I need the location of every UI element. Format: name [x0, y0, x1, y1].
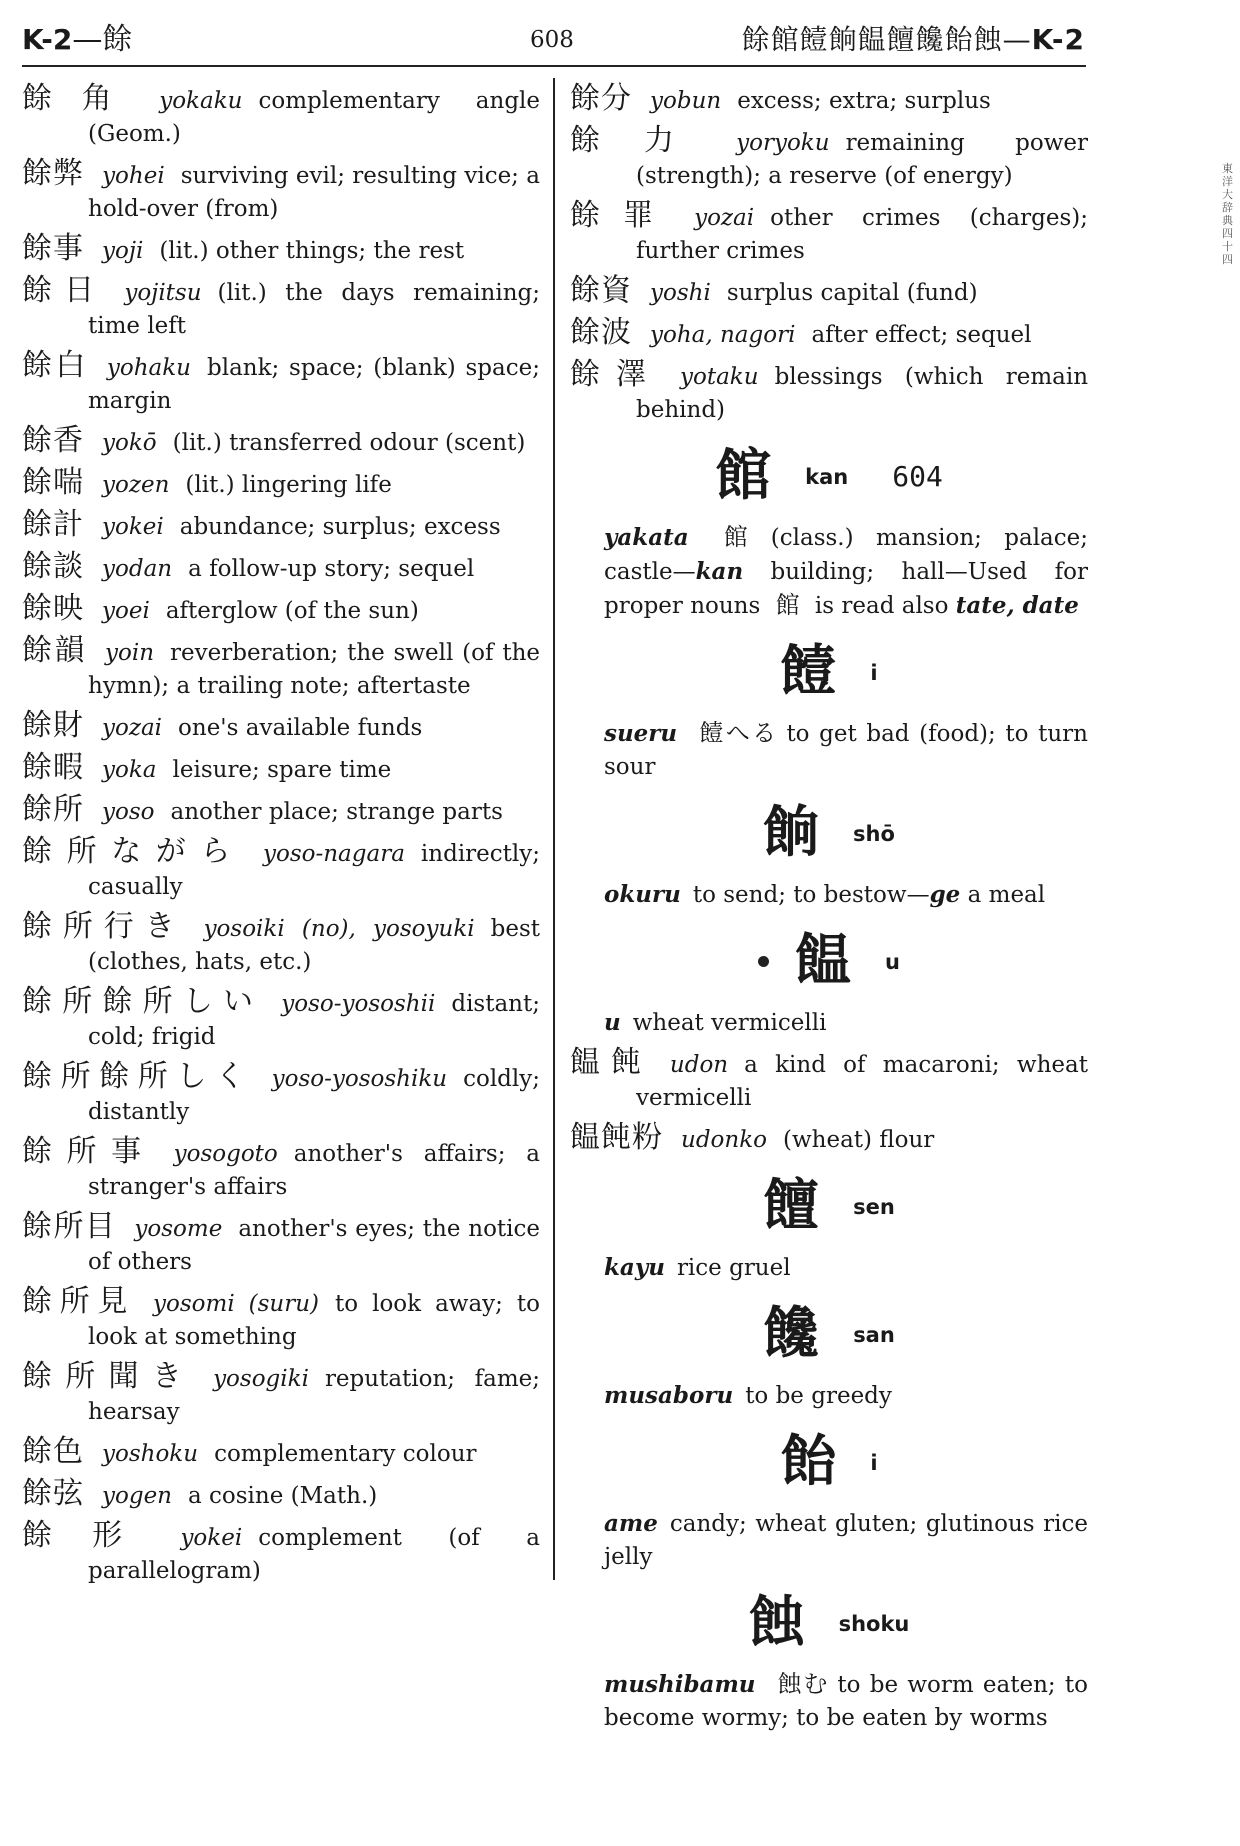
entry-romaji: udon — [669, 1052, 729, 1078]
entry-definition: (lit.) the days remaining; time left — [88, 280, 541, 339]
heading-kanji: 館 — [715, 443, 772, 509]
entry — [570, 1121, 1088, 1157]
entry-romaji: yojitsu — [124, 280, 202, 306]
entry-kanji: 餘所聞き — [22, 1359, 196, 1394]
entry-definition: (lit.) transferred odour (scent) — [172, 430, 526, 456]
entry-kanji: 餘談 — [22, 549, 84, 584]
section-code-right: K-2 — [1031, 23, 1085, 56]
header-right — [620, 22, 1085, 58]
entry-romaji: yosomi (suru) — [153, 1291, 320, 1317]
entry-definition: surviving evil; resulting vice; a hold-over (from) — [88, 163, 540, 222]
definition-text: to be worm eaten; to become wormy; to be eaten by worms — [604, 1672, 1089, 1731]
entry-definition: surplus capital (fund) — [726, 280, 978, 306]
page-number: 608 — [530, 27, 574, 53]
entry-romaji: yoso-yososhiku — [271, 1066, 448, 1092]
header-right-kanji: 餘館饐餉饂饘饞飴蝕 — [741, 23, 1003, 56]
entry-definition: complement (of a parallelogram) — [88, 1525, 540, 1584]
entry-definition: excess; extra; surplus — [737, 88, 991, 114]
entry — [570, 358, 1088, 427]
column-divider — [553, 78, 555, 1580]
entry — [22, 985, 540, 1054]
definition-text: building; hall—Used for proper nouns — [604, 559, 1088, 619]
header-left — [22, 22, 132, 58]
reading-word: okuru — [604, 881, 681, 908]
entry-kanji: 餘香 — [22, 423, 84, 458]
entry-kanji: 餘所餘所しく — [22, 1059, 254, 1094]
kanji-definition-san — [604, 1379, 1088, 1413]
entry-kanji: 餘所ながら — [22, 834, 245, 869]
entry-definition: another place; strange parts — [170, 799, 503, 825]
entry-romaji: yobun — [650, 88, 722, 114]
entry-romaji: yoshi — [650, 280, 711, 306]
entry-romaji: yoei — [102, 598, 150, 624]
reading-word: sueru — [604, 720, 678, 747]
entry — [22, 835, 540, 904]
kanji-definition-i — [604, 717, 1088, 784]
entry-romaji: yohaku — [106, 355, 191, 381]
entry-definition: (wheat) flour — [782, 1127, 935, 1153]
entry-romaji: yokei — [180, 1525, 243, 1551]
header-right-separator: — — [1002, 23, 1032, 56]
entry-romaji: yoso-nagara — [262, 841, 405, 867]
entry-definition: reverberation; the swell (of the hymn); a trailing note; aftertaste — [88, 640, 540, 699]
heading-reading: shō — [853, 821, 895, 846]
entry-romaji: yoji — [102, 238, 144, 264]
kanji-heading-shoku — [570, 1580, 1088, 1666]
heading-reading: i — [870, 1450, 878, 1475]
definition-text: wheat vermicelli — [632, 1010, 827, 1036]
entry-romaji: yotaku — [680, 364, 759, 390]
entry-kanji: 餘喘 — [22, 465, 84, 500]
kanji-definition-kan — [604, 521, 1088, 623]
entry — [22, 709, 540, 745]
entry-definition: distant; cold; frigid — [88, 991, 540, 1050]
reading-word: yakata — [604, 524, 689, 551]
entry — [22, 910, 540, 979]
entry — [570, 124, 1088, 193]
entry-romaji: yodan — [102, 556, 173, 582]
reading-word: tate, date — [955, 592, 1079, 619]
entry — [22, 1060, 540, 1129]
entry-kanji: 饂飩粉 — [570, 1120, 663, 1155]
definition-text: (class.) mansion; palace; castle— — [604, 525, 1088, 585]
entry-romaji: udonko — [681, 1127, 767, 1153]
entry-kanji: 餘弦 — [22, 1476, 84, 1511]
right-column — [570, 82, 1088, 1741]
entry-definition: a cosine (Math.) — [188, 1483, 378, 1509]
entry — [22, 1135, 540, 1204]
entry-kanji: 餘所見 — [22, 1284, 136, 1319]
inline-kanji: 蝕む — [775, 1670, 830, 1698]
entry-kanji: 餘力 — [570, 123, 719, 158]
kanji-definition-i2 — [604, 1507, 1088, 1574]
entry — [570, 1046, 1088, 1115]
left-column — [22, 82, 540, 1594]
entry-definition: a kind of macaroni; wheat vermicelli — [636, 1052, 1088, 1111]
reading-word: mushibamu — [604, 1671, 756, 1698]
entry-kanji: 餘形 — [22, 1518, 163, 1553]
heading-reading: u — [885, 949, 900, 974]
entry-romaji: yosogoto — [173, 1141, 278, 1167]
entry-kanji: 餘所餘所しい — [22, 984, 264, 1019]
reading-word: kayu — [604, 1254, 665, 1281]
entry-kanji: 餘事 — [22, 231, 84, 266]
reading-word: kan — [695, 558, 744, 585]
entry-definition: indirectly; casually — [88, 841, 540, 900]
entry-definition: reputation; fame; hearsay — [88, 1366, 541, 1425]
entry-romaji: yoha, nagori — [650, 322, 796, 348]
entry-kanji: 餘白 — [22, 348, 89, 383]
entry-definition: after effect; sequel — [811, 322, 1032, 348]
entry-definition: abundance; surplus; excess — [179, 514, 501, 540]
reading-word: ge — [929, 881, 961, 908]
definition-text: to send; to bestow— — [692, 882, 930, 908]
entry-definition: another's eyes; the notice of others — [88, 1216, 541, 1275]
entry-definition: coldly; distantly — [88, 1066, 540, 1125]
entry-kanji: 饂飩 — [570, 1045, 652, 1080]
entry-kanji: 餘色 — [22, 1434, 84, 1469]
heading-reading: i — [870, 660, 878, 685]
entry-romaji: yosome — [134, 1216, 223, 1242]
entry-kanji: 餘計 — [22, 507, 84, 542]
entry-definition: (lit.) lingering life — [185, 472, 392, 498]
entry — [570, 199, 1088, 268]
entry-romaji: yosoiki (no), yosoyuki — [203, 916, 475, 942]
entry-romaji: yokō — [102, 430, 157, 456]
entry — [22, 634, 540, 703]
heading-kanji: 饘 — [763, 1173, 820, 1239]
entry — [570, 316, 1088, 352]
handwritten-note: 604 — [892, 459, 943, 493]
heading-reading: san — [853, 1322, 895, 1347]
entry — [22, 1360, 540, 1429]
entry-romaji: yoka — [102, 757, 157, 783]
entry — [22, 82, 540, 151]
entry-romaji: yozai — [694, 205, 755, 231]
entry — [22, 274, 540, 343]
entry-romaji: yokei — [102, 514, 164, 540]
entry — [22, 1519, 540, 1588]
heading-kanji: 饂 — [795, 928, 852, 994]
kanji-definition-sho — [604, 878, 1088, 912]
entry-definition: blank; space; (blank) space; margin — [88, 355, 540, 414]
entry-kanji: 餘弊 — [22, 156, 85, 191]
entry — [22, 1210, 540, 1279]
definition-text: to get bad (food); to turn sour — [604, 721, 1088, 780]
section-code-left: K-2 — [22, 23, 73, 56]
entry — [570, 274, 1088, 310]
heading-reading: kan — [805, 464, 849, 489]
entry — [22, 751, 540, 787]
heading-kanji: 飴 — [780, 1429, 837, 1495]
reading-word: musaboru — [604, 1382, 734, 1409]
kanji-definition-shoku — [604, 1668, 1088, 1735]
entry — [22, 232, 540, 268]
entry-romaji: yoso — [102, 799, 155, 825]
header-left-separator: — — [72, 22, 103, 57]
entry-definition: afterglow (of the sun) — [165, 598, 419, 624]
heading-kanji: 蝕 — [748, 1590, 805, 1656]
definition-text: to be greedy — [745, 1383, 892, 1409]
heading-kanji: 餉 — [763, 800, 820, 866]
kanji-definition-sen — [604, 1251, 1088, 1285]
entry-kanji: 餘所行き — [22, 909, 186, 944]
entry-definition: blessings (which remain behind) — [636, 364, 1089, 423]
inline-kanji: 館 — [708, 523, 763, 551]
entry — [22, 1477, 540, 1513]
entry-definition: to look away; to look at something — [88, 1291, 540, 1350]
kanji-heading-san — [570, 1291, 1088, 1377]
heading-reading: sen — [853, 1194, 895, 1219]
entry-definition: other crimes (charges); further crimes — [636, 205, 1089, 264]
entry-kanji: 餘暇 — [22, 750, 84, 785]
kanji-heading-sen — [570, 1163, 1088, 1249]
entry-romaji: yokaku — [159, 88, 243, 114]
entry-kanji: 餘映 — [22, 591, 84, 626]
bullet-dot — [758, 956, 769, 967]
definition-text: candy; wheat gluten; glutinous rice jelly — [604, 1511, 1088, 1570]
kanji-heading-sho — [570, 790, 1088, 876]
entry-kanji: 餘罪 — [570, 198, 677, 233]
kanji-definition-u — [604, 1006, 1088, 1040]
entry-definition: best (clothes, hats, etc.) — [88, 916, 540, 975]
entry-definition: remaining power (strength); a reserve (of energy) — [636, 130, 1088, 189]
entry — [22, 157, 540, 226]
heading-kanji: 饞 — [763, 1301, 820, 1367]
entry-romaji: yosogiki — [213, 1366, 309, 1392]
entry-romaji: yozai — [102, 715, 163, 741]
entry — [22, 1285, 540, 1354]
margin-stamp: 東洋大辞典 四十四 — [1222, 162, 1233, 266]
kanji-heading-i — [570, 629, 1088, 715]
entry-kanji: 餘分 — [570, 81, 632, 116]
entry-kanji: 餘所事 — [22, 1134, 156, 1169]
entry-kanji: 餘財 — [22, 708, 84, 743]
inline-kanji: 饐へる — [697, 719, 779, 747]
reading-word: u — [604, 1009, 621, 1036]
entry — [22, 508, 540, 544]
entry — [22, 550, 540, 586]
entry-definition: a follow-up story; sequel — [188, 556, 475, 582]
entry — [22, 349, 540, 418]
entry — [22, 424, 540, 460]
entry-definition: (lit.) other things; the rest — [159, 238, 465, 264]
entry-kanji: 餘日 — [22, 273, 107, 308]
kanji-heading-i2 — [570, 1419, 1088, 1505]
entry — [22, 592, 540, 628]
entry — [22, 466, 540, 502]
kanji-heading-kan — [570, 433, 1088, 519]
entry-kanji: 餘角 — [22, 81, 142, 116]
entry-kanji: 餘資 — [570, 273, 632, 308]
header-left-kanji: 餘 — [102, 22, 133, 57]
entry-romaji: yohei — [102, 163, 165, 189]
entry-kanji: 餘所目 — [22, 1209, 117, 1244]
reading-word: ame — [604, 1510, 658, 1537]
entry-definition: another's affairs; a stranger's affairs — [88, 1141, 540, 1200]
entry — [22, 1435, 540, 1471]
entry-romaji: yoin — [105, 640, 155, 666]
entry-definition: leisure; spare time — [172, 757, 392, 783]
entry — [570, 82, 1088, 118]
header-rule — [22, 65, 1086, 67]
kanji-heading-u — [570, 918, 1088, 1004]
entry-romaji: yoshoku — [102, 1441, 199, 1467]
definition-text: is read also — [807, 593, 956, 619]
entry-kanji: 餘澤 — [570, 357, 663, 392]
entry-romaji: yoryoku — [736, 130, 830, 156]
definition-text: rice gruel — [676, 1255, 791, 1281]
definition-text: a meal — [960, 882, 1046, 908]
entry-definition: complementary colour — [214, 1441, 477, 1467]
entry-kanji: 餘波 — [570, 315, 632, 350]
entry-romaji: yoso-yososhii — [281, 991, 436, 1017]
entry-definition: complementary angle (Geom.) — [88, 88, 541, 147]
heading-reading: shoku — [838, 1611, 910, 1636]
entry-kanji: 餘韻 — [22, 633, 87, 668]
entry — [22, 793, 540, 829]
entry-definition: one's available funds — [178, 715, 423, 741]
entry-romaji: yogen — [102, 1483, 172, 1509]
entry-romaji: yozen — [102, 472, 170, 498]
heading-kanji: 饐 — [780, 639, 837, 705]
entry-kanji: 餘所 — [22, 792, 84, 827]
inline-kanji: 館 — [775, 591, 800, 619]
